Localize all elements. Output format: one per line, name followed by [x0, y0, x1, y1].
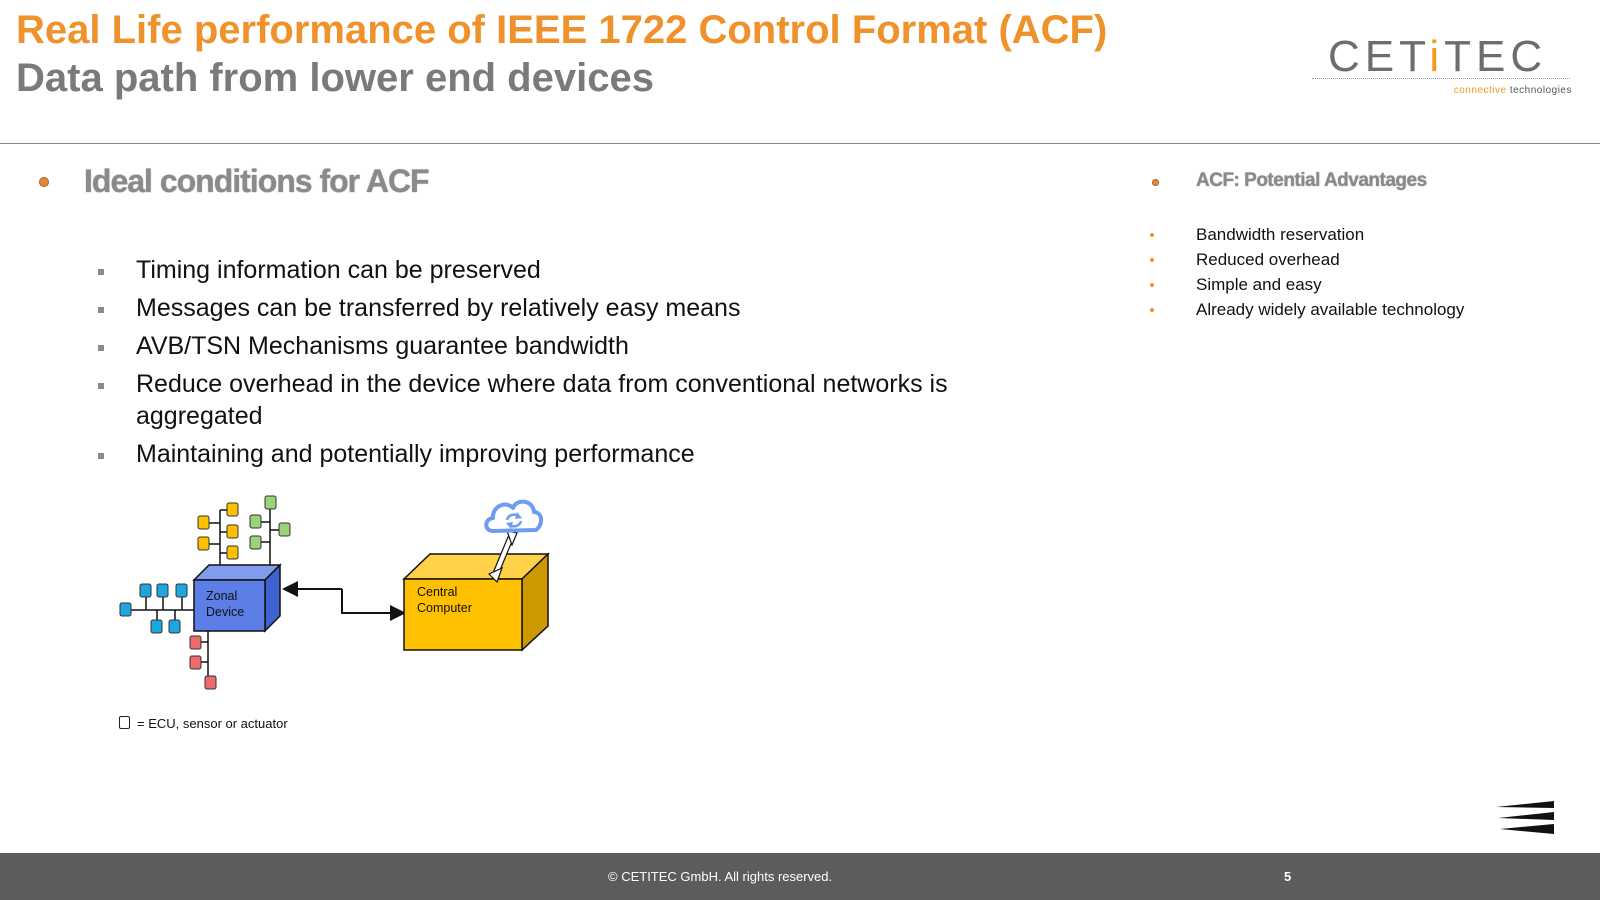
list-item: [98, 292, 1038, 324]
list-item-text: Maintaining and potentially improving performance: [136, 440, 695, 468]
list-item: [1150, 222, 1464, 247]
square-bullet: [98, 383, 104, 389]
list-item: [98, 254, 1038, 286]
dot-bullet: [1150, 233, 1154, 237]
central-computer-label-line1: Central: [417, 585, 458, 599]
list-item-text: Reduce overhead in the device where data from conventional networks is aggregated: [136, 370, 948, 430]
footer-bar: [0, 853, 1600, 900]
side-heading: ACF: Potential Advantages: [1196, 170, 1427, 191]
list-item-text: Already widely available technology: [1196, 300, 1465, 319]
side-heading-bullet: [1152, 179, 1159, 186]
slide-title: Real Life performance of IEEE 1722 Control Format (ACF): [16, 8, 1108, 52]
network-diagram: [110, 486, 560, 696]
list-item-text: Reduced overhead: [1196, 250, 1340, 269]
list-item: [98, 368, 1038, 432]
central-computer-label-line2: Computer: [417, 601, 472, 615]
main-bullet-list: [98, 254, 1038, 476]
list-item: [98, 330, 1038, 362]
cetitec-logo: [1310, 32, 1572, 100]
list-item-text: Messages can be transferred by relatively easy means: [136, 294, 741, 322]
list-item-text: Bandwidth reservation: [1196, 225, 1365, 244]
slide-subtitle: Data path from lower end devices: [16, 56, 654, 100]
square-bullet: [98, 307, 104, 313]
square-bullet: [98, 453, 104, 459]
zonal-device-label-line1: Zonal: [206, 589, 238, 603]
logo-wordmark-accent: i: [1429, 32, 1445, 81]
list-item: [98, 438, 1038, 470]
list-item-text: Simple and easy: [1196, 275, 1322, 294]
zonal-device-label-line2: Device: [206, 605, 245, 619]
ecu-nodes-blue: [120, 584, 187, 633]
footer-copyright: © CETITEC GmbH. All rights reserved.: [608, 869, 833, 884]
dot-bullet: [1150, 258, 1154, 262]
logo-wordmark-pre: CET: [1328, 32, 1430, 81]
square-bullet: [98, 269, 104, 275]
logo-dotted-line: [1312, 78, 1570, 81]
legend-ecu-icon: [119, 716, 130, 729]
logo-tagline-accent: connective: [1453, 85, 1507, 96]
logo-wordmark: [1328, 32, 1547, 82]
main-heading: Ideal conditions for ACF: [84, 163, 429, 199]
advantages-list: [1150, 222, 1464, 322]
corner-logo-mark: [1496, 800, 1556, 840]
cloud-icon: [486, 502, 541, 531]
list-item: [1150, 272, 1464, 297]
upper-branch-lines: [205, 500, 283, 565]
square-bullet: [98, 345, 104, 351]
list-item: [1150, 247, 1464, 272]
list-item: [1150, 297, 1464, 322]
legend-text: = ECU, sensor or actuator: [137, 716, 288, 731]
dot-bullet: [1150, 283, 1154, 287]
list-item-text: AVB/TSN Mechanisms guarantee bandwidth: [136, 332, 629, 360]
logo-tagline: [1454, 85, 1572, 96]
logo-wordmark-post: TEC: [1444, 32, 1548, 81]
page-number: 5: [1284, 869, 1292, 884]
main-heading-bullet: [39, 177, 49, 187]
dot-bullet: [1150, 308, 1154, 312]
ecu-nodes-yellow: [198, 503, 238, 559]
list-item-text: Timing information can be preserved: [136, 256, 541, 284]
logo-tagline-rest: technologies: [1506, 85, 1572, 96]
header-divider: [0, 143, 1600, 144]
data-path-arrows: [284, 589, 404, 613]
